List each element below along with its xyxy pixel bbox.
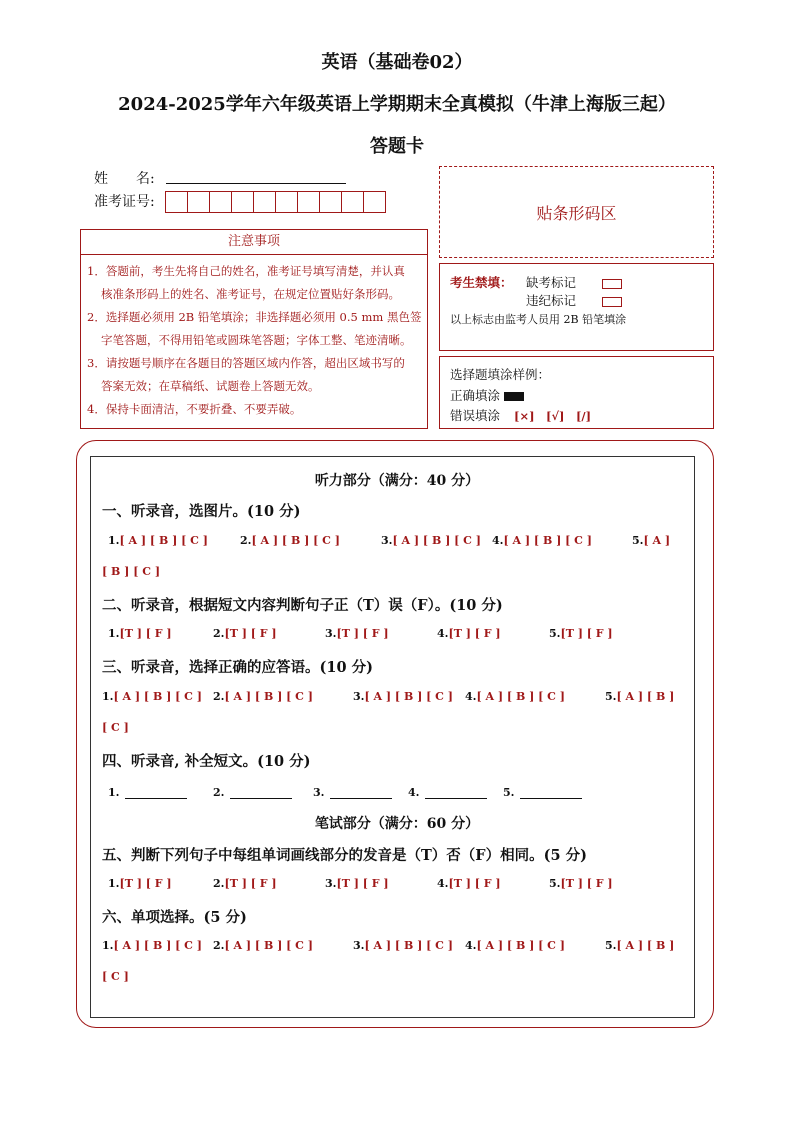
notice-line: 2．选择题必须用 2B 铅笔填涂；非选择题必须用 0.5 mm 黑色签 [87,310,422,324]
listening-title: 听力部分（满分：40 分） [314,473,480,489]
blank-2[interactable]: 2. [213,786,292,799]
q3-5[interactable]: 5.[ A ] [ B ] [605,690,675,703]
q5-3[interactable]: 3.[T ] [ F ] [325,877,389,890]
id-cell[interactable] [209,191,232,213]
id-label: 准考证号: [94,194,155,210]
notice-item [81,260,427,306]
id-cell[interactable] [319,191,342,213]
sample-title: 选择题填涂样例： [450,367,551,382]
notice-line: 1．答题前，考生先将自己的姓名，准考证号填写清楚，并认真 [87,264,405,278]
q6-4[interactable]: 4.[ A ] [ B ] [ C ] [465,939,565,952]
notice-title: 注意事项 [81,230,427,255]
q1-5[interactable]: 5.[ A ] [632,534,671,547]
q3-3[interactable]: 3.[ A ] [ B ] [ C ] [353,690,453,703]
blank-3[interactable]: 3. [313,786,392,799]
forbid-note: 以上标志由监考人员用 2B 铅笔填涂 [450,313,627,326]
q6-5-wrap[interactable]: [ C ] [102,970,129,983]
violate-mark-row [526,291,622,309]
id-cell[interactable] [297,191,320,213]
section-3-title: 三、听录音，选择正确的应答语。(10 分) [102,659,373,676]
notice-box [80,229,428,429]
q5-5[interactable]: 5.[T ] [ F ] [549,877,613,890]
title-subject: 英语（基础卷02） [321,52,473,73]
q3-2[interactable]: 2.[ A ] [ B ] [ C ] [213,690,313,703]
sample-box [439,356,714,429]
q5-2[interactable]: 2.[T ] [ F ] [213,877,277,890]
title-answer-sheet: 答题卡 [370,136,424,157]
section-6-title: 六、单项选择。(5 分) [102,909,247,926]
forbid-label: 考生禁填： [450,275,513,290]
q2-2[interactable]: 2.[T ] [ F ] [213,627,277,640]
absent-label: 缺考标记 [526,275,577,290]
q6-3[interactable]: 3.[ A ] [ B ] [ C ] [353,939,453,952]
correct-label: 正确填涂 [450,388,501,403]
blank-line[interactable] [520,786,582,799]
id-cell[interactable] [165,191,188,213]
id-cell[interactable] [187,191,210,213]
q1-3[interactable]: 3.[ A ] [ B ] [ C ] [381,534,481,547]
id-cell[interactable] [275,191,298,213]
q6-5[interactable]: 5.[ A ] [ B ] [605,939,675,952]
q5-1[interactable]: 1.[T ] [ F ] [108,877,172,890]
id-cell[interactable] [231,191,254,213]
violate-mark-box[interactable] [602,297,622,307]
q3-5-wrap[interactable]: [ C ] [102,721,129,734]
blank-line[interactable] [330,786,392,799]
writing-title: 笔试部分（满分：60 分） [314,816,480,832]
notice-line: 核准条形码上的姓名、准考证号，在规定位置贴好条形码。 [101,287,400,301]
q2-4[interactable]: 4.[T ] [ F ] [437,627,501,640]
q2-3[interactable]: 3.[T ] [ F ] [325,627,389,640]
q3-1[interactable]: 1.[ A ] [ B ] [ C ] [102,690,202,703]
title-exam: 2024-2025学年六年级英语上学期期末全真模拟（牛津上海版三起） [118,94,676,115]
notice-line: 3．请按题号顺序在各题目的答题区域内作答，超出区域书写的 [87,356,405,370]
section-4-title: 四、听录音, 补全短文。(10 分) [102,753,311,770]
filled-mark [504,392,524,401]
q1-5-wrap[interactable]: [ B ] [ C ] [102,565,161,578]
blank-5[interactable]: 5. [503,786,582,799]
q1-4[interactable]: 4.[ A ] [ B ] [ C ] [492,534,592,547]
q5-4[interactable]: 4.[T ] [ F ] [437,877,501,890]
blank-4[interactable]: 4. [408,786,487,799]
section-5-title: 五、判断下列句子中每组单词画线部分的发音是（T）否（F）相同。(5 分) [102,847,587,864]
wrong-marks: [×] [√] [/] [514,409,592,423]
name-field[interactable] [166,183,346,184]
notice-line: 字笔答题，不得用铅笔或圆珠笔答题；字体工整、笔迹清晰。 [101,333,412,347]
notice-item [81,398,427,421]
q1-2[interactable]: 2.[ A ] [ B ] [ C ] [240,534,340,547]
q6-2[interactable]: 2.[ A ] [ B ] [ C ] [213,939,313,952]
notice-item [81,352,427,398]
blank-line[interactable] [125,786,187,799]
id-cell[interactable] [363,191,386,213]
notice-line: 4．保持卡面清洁，不要折叠、不要弄破。 [87,402,302,416]
section-1-title: 一、听录音，选图片。(10 分) [102,503,301,520]
forbid-box [439,263,714,351]
absent-mark-box[interactable] [602,279,622,289]
notice-item [81,306,427,352]
id-cell[interactable] [341,191,364,213]
notice-line: 答案无效；在草稿纸、试题卷上答题无效。 [101,379,320,393]
q2-5[interactable]: 5.[T ] [ F ] [549,627,613,640]
id-cells[interactable] [166,191,386,213]
absent-mark-row [526,273,622,291]
q2-1[interactable]: 1.[T ] [ F ] [108,627,172,640]
blank-line[interactable] [230,786,292,799]
section-2-title: 二、听录音，根据短文内容判断句子正（T）误（F）。(10 分) [102,597,503,614]
barcode-label: 贴条形码区 [536,203,617,223]
name-label: 姓 名: [94,171,155,187]
wrong-row [450,406,591,424]
violate-label: 违纪标记 [526,293,577,308]
blank-line[interactable] [425,786,487,799]
id-cell[interactable] [253,191,276,213]
barcode-area [439,166,714,258]
q6-1[interactable]: 1.[ A ] [ B ] [ C ] [102,939,202,952]
q1-1[interactable]: 1.[ A ] [ B ] [ C ] [108,534,208,547]
wrong-label: 错误填涂 [450,408,501,423]
q3-4[interactable]: 4.[ A ] [ B ] [ C ] [465,690,565,703]
blank-1[interactable]: 1. [108,786,187,799]
correct-row [450,386,524,404]
